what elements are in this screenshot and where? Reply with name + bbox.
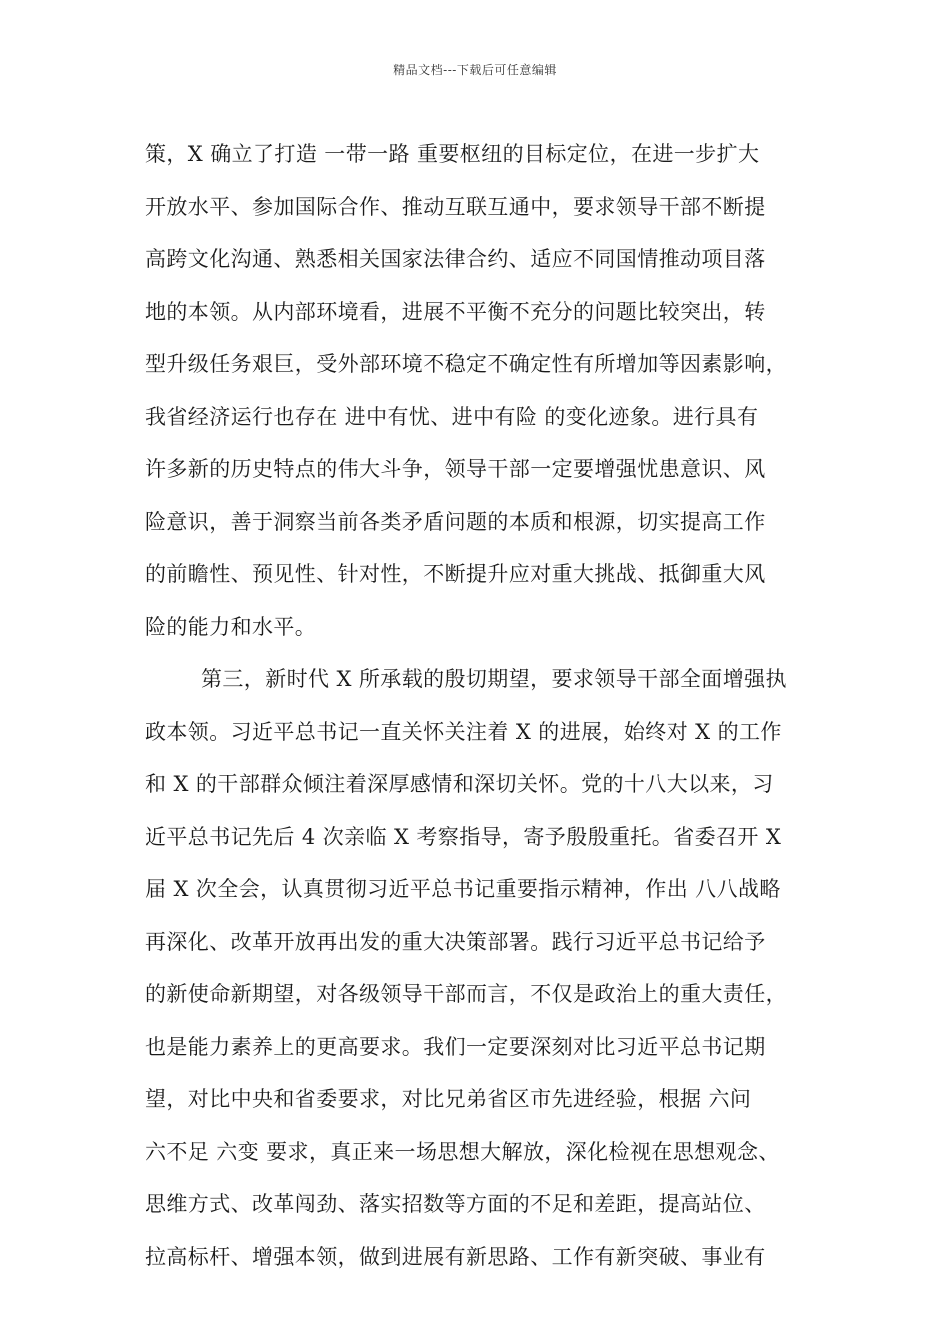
text-line: 第三，新时代 X 所承载的殷切期望，要求领导干部全面增强执 <box>201 667 787 691</box>
text-line: 届 X 次全会，认真贯彻习近平总书记重要指示精神，作出 八八战略 <box>145 877 781 901</box>
text-line: 高跨文化沟通、熟悉相关国家法律合约、适应不同国情推动项目落 <box>145 247 766 271</box>
text-line: 再深化、改革开放再出发的重大决策部署。践行习近平总书记给予 <box>145 929 766 954</box>
text-line: 近平总书记先后 4 次亲临 X 考察指导，寄予殷殷重托。省委召开 X <box>145 824 782 849</box>
text-line: 险的能力和水平。 <box>145 614 317 639</box>
text-line: 也是能力素养上的更高要求。我们一定要深刻对比习近平总书记期 <box>145 1034 766 1059</box>
text-line: 政本领。习近平总书记一直关怀关注着 X 的进展，始终对 X 的工作 <box>145 719 782 744</box>
text-line: 望，对比中央和省委要求，对比兄弟省区市先进经验，根据 六问 <box>145 1087 752 1111</box>
text-line: 开放水平、参加国际合作、推动互联互通中，要求领导干部不断提 <box>145 194 766 219</box>
paragraph-1 <box>145 128 825 653</box>
text-line: 险意识，善于洞察当前各类矛盾问题的本质和根源，切实提高工作 <box>145 509 766 534</box>
text-line: 我省经济运行也存在 进中有忧、进中有险 的变化迹象。进行具有 <box>145 404 759 429</box>
text-line: 思维方式、改革闯劲、落实招数等方面的不足和差距，提高站位、 <box>145 1192 766 1216</box>
text-line: 的前瞻性、预见性、针对性，不断提升应对重大挑战、抵御重大风 <box>145 562 766 586</box>
text-line: 型升级任务艰巨，受外部环境不稳定不确定性有所增加等因素影响， <box>145 352 787 376</box>
paragraph-2 <box>145 653 825 1283</box>
document-body <box>145 128 825 1283</box>
text-line: 拉高标杆、增强本领，做到进展有新思路、工作有新突破、事业有 <box>145 1244 766 1269</box>
text-line: 的新使命新期望，对各级领导干部而言，不仅是政治上的重大责任， <box>145 982 787 1006</box>
text-line: 许多新的历史特点的伟大斗争，领导干部一定要增强忧患意识、风 <box>145 457 766 481</box>
text-line: 策，X 确立了打造 一带一路 重要枢纽的目标定位，在进一步扩大 <box>145 142 760 166</box>
page-header: 精品文档---下载后可任意编辑 <box>393 63 557 77</box>
text-line: 地的本领。从内部环境看，进展不平衡不充分的问题比较突出，转 <box>145 299 766 324</box>
text-line: 和 X 的干部群众倾注着深厚感情和深切关怀。党的十八大以来，习 <box>145 772 774 796</box>
text-line: 六不足 六变 要求，真正来一场思想大解放，深化检视在思想观念、 <box>145 1139 780 1164</box>
